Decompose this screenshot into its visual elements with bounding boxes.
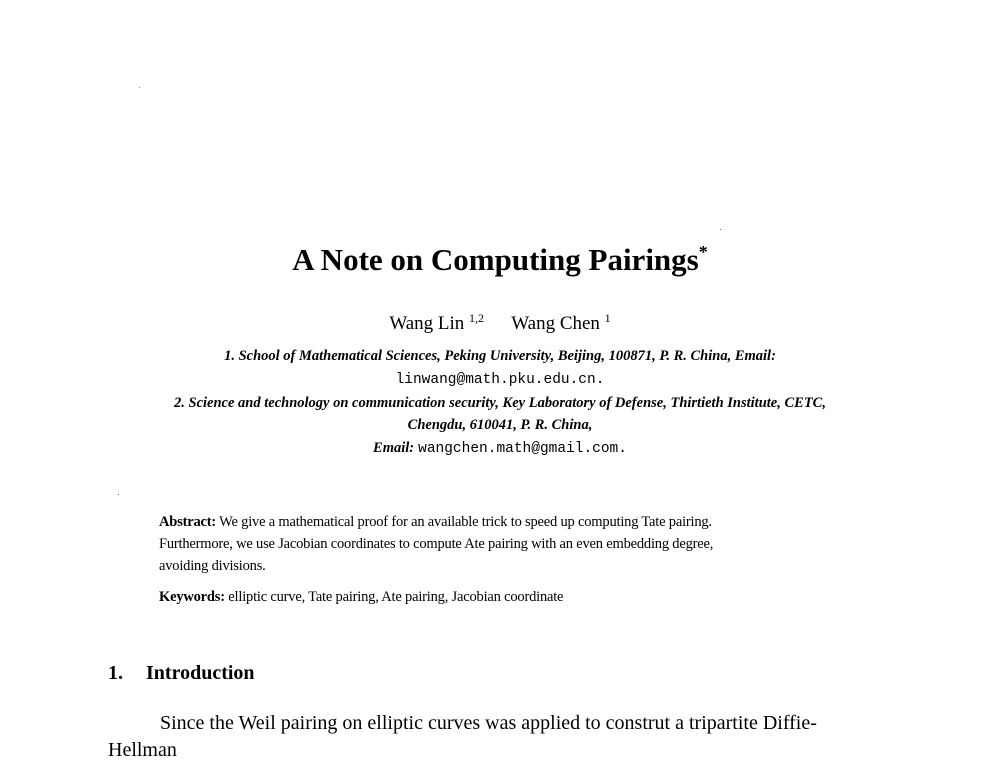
title-footnote-mark: * <box>698 242 708 262</box>
paper-title <box>0 240 1000 280</box>
abstract-label: Abstract: <box>159 514 216 530</box>
affiliation-2-email-line <box>0 437 1000 460</box>
author-affiliation-mark: 1,2 <box>469 311 485 325</box>
body-paragraph-line: Since the Weil pairing on elliptic curves was applied to construt a tripartite Diffie- <box>160 712 817 734</box>
section-title: Introduction <box>146 662 255 684</box>
scan-speck <box>139 87 140 88</box>
affiliation-2-line2: Chengdu, 610041, P. R. China, <box>407 417 593 433</box>
scan-speck <box>118 494 119 495</box>
affiliation-2-email: wangchen.math@gmail.com. <box>418 441 627 457</box>
affiliation-1-email: linwang@math.pku.edu.cn. <box>395 372 605 388</box>
keywords-label: Keywords: <box>159 589 225 605</box>
abstract <box>159 511 859 577</box>
keywords <box>159 586 859 608</box>
body-paragraph-line: Hellman <box>108 739 177 761</box>
scan-speck <box>720 229 721 230</box>
section-heading <box>108 660 255 686</box>
abstract-line: avoiding divisions. <box>159 558 266 574</box>
keywords-text: elliptic curve, Tate pairing, Ate pairing, Jacobian coordinate <box>228 589 564 605</box>
author-list <box>0 311 1000 337</box>
author-name: Wang Lin <box>389 313 465 334</box>
section-number: 1. <box>108 662 123 684</box>
affiliation-2-line1: 2. Science and technology on communication security, Key Laboratory of Defense, Thirtieth Institute, CETC, <box>174 395 826 411</box>
title-text: A Note on Computing Pairings <box>292 242 699 277</box>
email-label: Email: <box>373 440 415 456</box>
author-name: Wang Chen <box>511 313 600 334</box>
abstract-line: Furthermore, we use Jacobian coordinates to compute Ate pairing with an even embedding degree, <box>159 536 714 552</box>
affiliation-1: 1. School of Mathematical Sciences, Peking University, Beijing, 100871, P. R. China, Email: <box>224 348 776 364</box>
author-affiliation-mark: 1 <box>604 311 611 325</box>
abstract-line: We give a mathematical proof for an available trick to speed up computing Tate pairing. <box>219 514 712 530</box>
